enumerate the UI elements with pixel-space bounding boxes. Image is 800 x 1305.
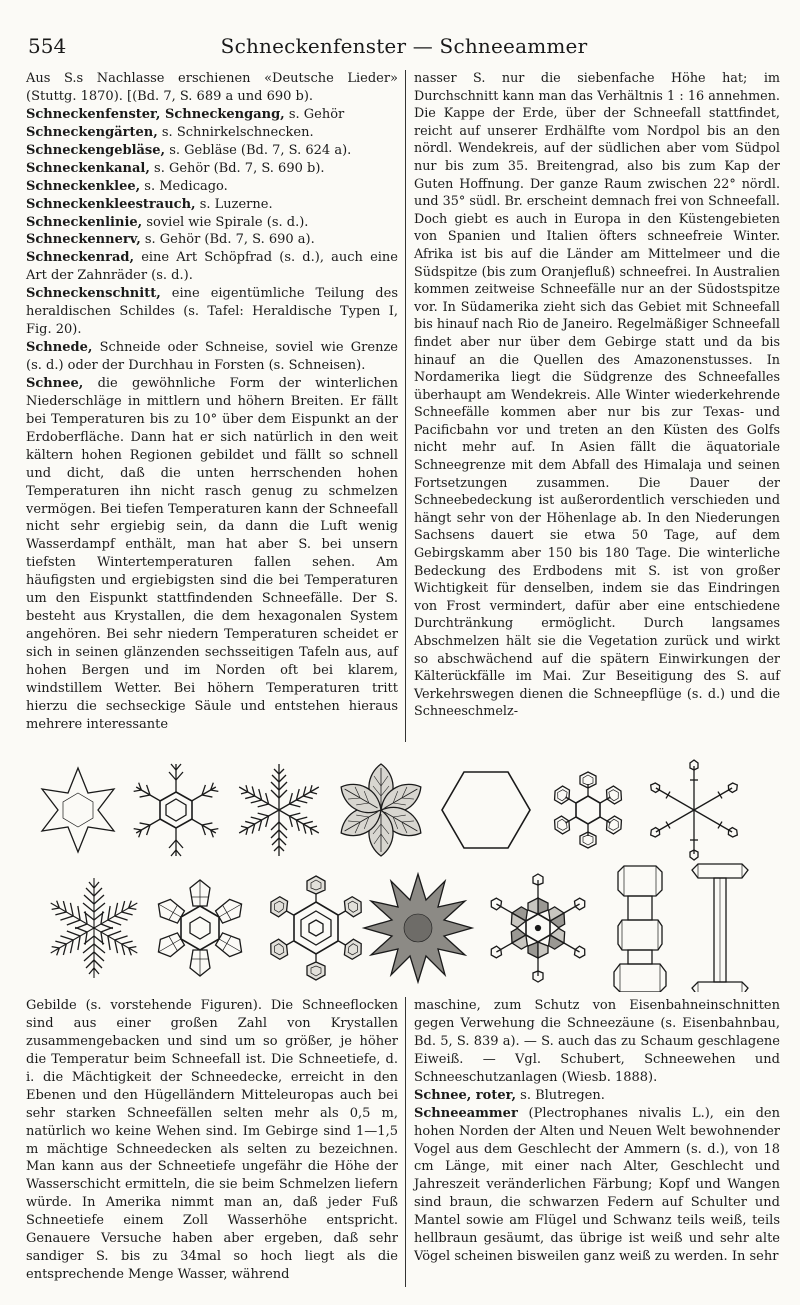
crystal-hexagon-plate: [442, 772, 530, 848]
column-top-left: [26, 70, 398, 734]
entry-schneeammer: Schneeammer (Plectrophanes nivalis L.), ein den hohen Norden der Alten und Neuen Welt bewohnender Vogel aus dem Geschlecht der Ammern (s. d.), von 18 cm Länge, mit einer nach Alter, Geschlecht und Jahreszeit veränderlichen Färbung; Kopf und Wangen sind braun, die schwarzen Federn auf Schulter und Mantel sowie am Flügel und Schwanz teils weiß, teils hellbraun gesäumt, das übrige ist weiß und sehr alte Vögel scheinen bisweilen ganz weiß zu werden. In sehr: [414, 1105, 780, 1265]
entry-schneckengaerten: Schneckengärten, s. Schnirkelschnecken.: [26, 124, 314, 140]
crystal-lattice-star: [153, 880, 246, 976]
column-divider-bottom: [405, 997, 406, 1287]
entry-continuation-schneeschmelz: maschine, zum Schutz von Eisenbahneinschnitten gegen Verwehung die Schneezäune (s. Eisenbahnbau, Bd. 5, S. 839 a). — S. auch das zu Schaum geschlagene Eiweiß. — Vgl. Schubert, Schneewehen und Schneeschutzanlagen (Wiesb. 1888).: [414, 998, 780, 1085]
crystal-spiky-star: [364, 874, 472, 982]
snow-crystal-figures: [26, 748, 780, 992]
entry-schneckengeblaese: Schneckengebläse, s. Gebläse (Bd. 7, S. 624 a).: [26, 142, 352, 158]
page-header: [28, 34, 780, 64]
column-bottom-left: [26, 997, 398, 1284]
snow-crystal-plate: [26, 748, 780, 992]
entry-schnee: Schnee, die gewöhnliche Form der winterlichen Niederschläge in mittlern und höhern Breiten. Er fällt bei Temperaturen bis zu 10° über dem Eispunkt an der Erdoberfläche. Dann hat er sich natürlich in den weit kältern hohen Regionen gebildet und fällt so schnell und dicht, daß die unten herrschenden hohen Temperaturen ihn nicht rasch genug zu schmelzen vermögen. Bei tiefen Temperaturen kann der Schneefall nicht sehr ergiebig sein, da dann die Luft wenig Wasserdampf enthält, man hat aber S. bei unsern tiefsten Wintertemperaturen fallen sehen. Am häufigsten und ergiebigsten sind die bei Temperaturen um den Eispunkt stattfindenden Schneefälle. Der S. besteht aus Krystallen, die dem hexagonalen System angehören. Bei sehr niedern Temperaturen scheidet er sich in seinen glänzenden sechsseitigen Tafeln aus, auf hohen Bergen und im Norden oft bei klarem, windstillem Wetter. Bei höhern Temperaturen tritt hierzu die sechseckige Säule und entstehen hieraus mehrere interessante: [26, 375, 398, 732]
crystal-hexagon-branched: [133, 764, 220, 856]
entry-schneckenkanal: Schneckenkanal, s. Gehör (Bd. 7, S. 690 b).: [26, 160, 325, 176]
crystal-feathery-dendrite: [45, 878, 143, 978]
entry-continuation: Aus S.s Nachlasse erschienen «Deutsche Lieder» (Stuttg. 1870). [(Bd. 7, S. 689 a und 690 b).: [26, 71, 398, 104]
column-divider-top: [405, 70, 406, 742]
entry-schneckenfenster: Schneckenfenster, Schneckengang, s. Gehör: [26, 106, 345, 122]
column-top-right: [414, 70, 780, 721]
entry-schneckenkleestrauch: Schneckenkleestrauch, s. Luzerne.: [26, 196, 273, 212]
page-number: 554: [28, 34, 67, 58]
paragraph-snow-depth: Gebilde (s. vorstehende Figuren). Die Schneeflocken sind aus einer großen Zahl von Krystallen zusammengebacken und sind um so größer, je höher die Temperatur beim Schneefall ist. Die Schneetiefe, d. i. die Mächtigkeit der Schneedecke, erreicht in den Ebenen und den Hügelländern Mitteleuropas auch bei sehr starken Schneefällen selten mehr als 0,5 m, natürlich wo keine Wehen sind. Im Gebirge sind 1—1,5 m mächtige Schneedecken als selten zu bezeichnen. Man kann aus der Schneetiefe ungefähr die Höhe der Wasserschicht ermitteln, die sie beim Schmelzen liefern würde. In Amerika nimmt man an, daß jeder Fuß Schneetiefe einem Zoll Wasserhöhe entspricht. Genauere Versuche haben aber ergeben, daß sehr sandiger S. bis zu 34mal so hoch liegt als die entsprechende Menge Wasser, während: [26, 998, 398, 1283]
entry-schneckenschnitt: Schneckenschnitt, eine eigentümliche Teilung des heraldischen Schildes (s. Tafel: Heraldische Typen I, Fig. 20).: [26, 286, 398, 338]
crystal-fern-dendrite: [235, 764, 323, 856]
crystal-capped-column: [692, 864, 748, 992]
crystal-hexagon-ring: [551, 772, 625, 848]
entry-schneckenlinie: Schneckenlinie, soviel wie Spirale (s. d.).: [26, 214, 309, 230]
crystal-flower-hatched: [335, 764, 427, 856]
entry-schneckenklee: Schneckenklee, s. Medicago.: [26, 178, 228, 194]
crystal-needle-star: [649, 760, 740, 860]
entry-schnede: Schnede, Schneide oder Schneise, soviel wie Grenze (s. d.) oder der Durchhau in Forsten (s. Schneisen).: [26, 340, 398, 373]
crystal-plate-arms: [486, 874, 590, 982]
entry-schnee-roter: Schnee, roter, s. Blutregen.: [414, 1087, 605, 1103]
crystal-hexagonal-column: [614, 866, 666, 992]
crystal-star-outline: [42, 768, 114, 852]
column-bottom-right: [414, 997, 780, 1266]
crystal-concentric-hexagon: [266, 876, 365, 980]
paragraph-snow-geography: nasser S. nur die siebenfache Höhe hat; im Durchschnitt kann man das Verhältnis 1 : 16 annehmen. Die Kappe der Erde, über der Schneefall stattfindet, reicht auf unserer Erdhälfte vom Nordpol bis an den nördl. Wendekreis, auf der südlichen aber vom Südpol nur bis zum 35. Breitengrad, also bis zum Kap der Guten Hoffnung. Der ganze Raum zwischen 22° nördl. und 35° südl. Br. erscheint demnach frei von Schneefall. Doch giebt es auch in Europa in den Küstengebieten von Spanien und Italien öfters schneefreie Winter. Afrika ist bis auf die Länder am Mittelmeer und die Südspitze (bis zum Oranjefluß) schneefrei. In Australien kommen zeitweise Schneefälle nur an der Südostspitze vor. In Südamerika zieht sich das Gebiet mit Schneefall bis hinauf nach Rio de Janeiro. Regelmäßiger Schneefall findet aber nur über dem Gebirge statt und da bis hinauf an die Quellen des Amazonenstusses. In Nordamerika liegt die Südgrenze des Schneefalles überhaupt am Wendekreis. Alle Winter wiederkehrende Schneefälle kommen aber nur bis zur Texas- und Pacificbahn vor und treten an den Küsten des Golfs nicht mehr auf. In Asien fällt die äquatoriale Schneegrenze mit dem Abfall des Himalaja und seinen Fortsetzungen zusammen. Die Dauer der Schneebedeckung ist außerordentlich verschieden und hängt sehr von der Höhenlage ab. In den Niederungen Sachsens dauert sie etwa 50 Tage, auf dem Gebirgskamm aber 150 bis 180 Tage. Die winterliche Bedeckung des Erdbodens mit S. ist von großer Wichtigkeit für denselben, indem sie das Eindringen von Frost vermindert, dafür aber eine entschiedene Durchtränkung ermöglicht. Durch langsames Abschmelzen hält sie die Vegetation zurück und wirkt so abschwächend auf die spätern Einwirkungen der Kälterückfälle im Mai. Zur Beseitigung des S. auf Verkehrswegen dienen die Schneepflüge (s. d.) und die Schneeschmelz-: [414, 71, 780, 720]
running-title: Schneckenfenster — Schneeammer: [220, 34, 588, 58]
entry-schneckennerv: Schneckennerv, s. Gehör (Bd. 7, S. 690 a).: [26, 232, 315, 248]
entry-schneckenrad: Schneckenrad, eine Art Schöpfrad (s. d.), auch eine Art der Zahnräder (s. d.).: [26, 250, 398, 284]
